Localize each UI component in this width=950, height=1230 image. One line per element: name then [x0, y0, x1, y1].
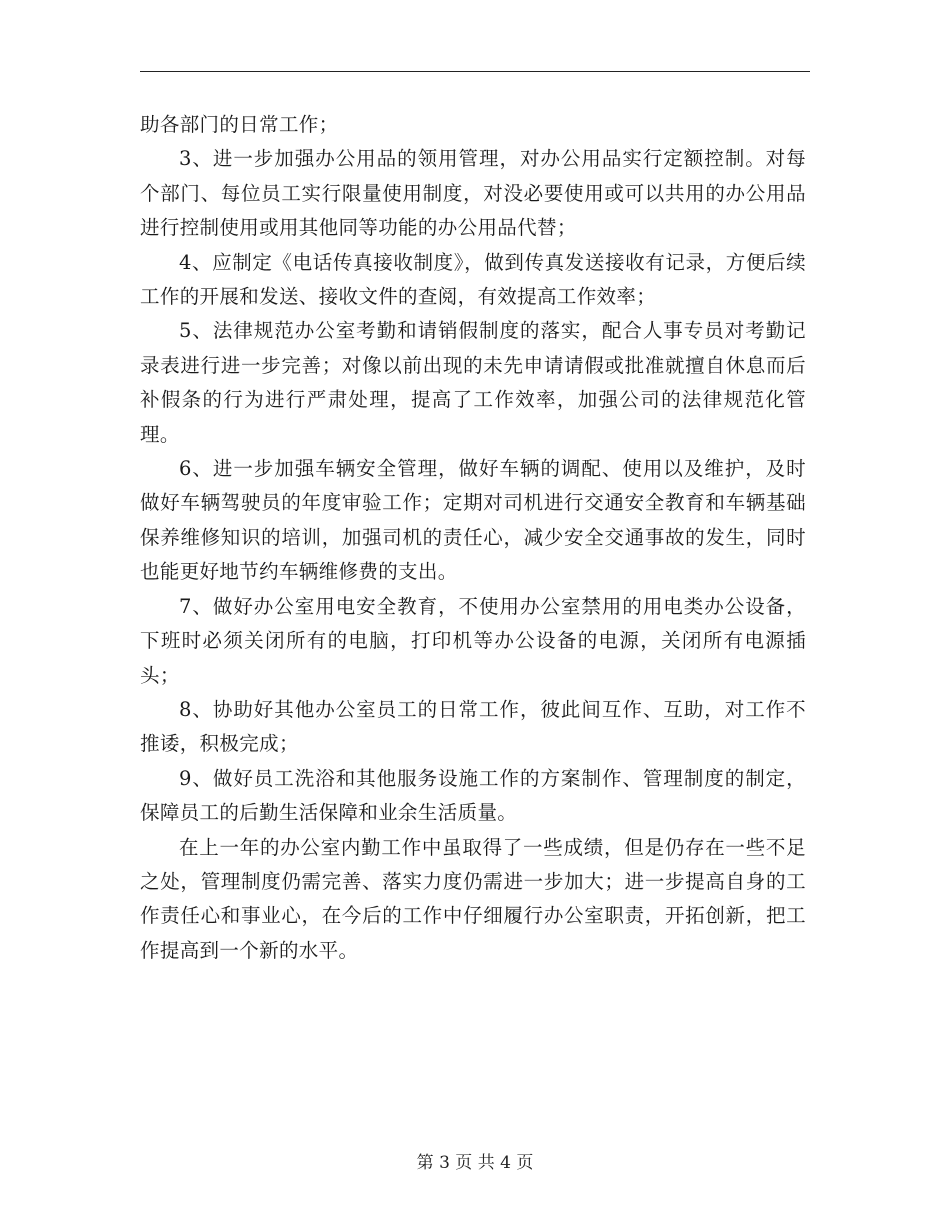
paragraph-item-4: 4、应制定《电话传真接收制度》，做到传真发送接收有记录，方便后续工作的开展和发送、接收文件的查阅，有效提高工作效率； — [140, 250, 806, 309]
paragraph-continuation: 助各部门的日常工作； — [140, 113, 339, 136]
paragraph-item-8: 8、协助好其他办公室员工的日常工作，彼此间互作、互助，对工作不推诿，积极完成； — [140, 697, 806, 756]
paragraph-conclusion: 在上一年的办公室内勤工作中虽取得了一些成绩，但是仍存在一些不足之处，管理制度仍需完善、落实力度仍需进一步加大；进一步提高自身的工作责任心和事业心，在今后的工作中仔细履行办公室职责，开拓创新，把工作提高到一个新的水平。 — [140, 835, 806, 962]
page-footer — [0, 1152, 950, 1174]
paragraph-item-9: 9、做好员工洗浴和其他服务设施工作的方案制作、管理制度的制定，保障员工的后勤生活保障和业余生活质量。 — [140, 766, 806, 825]
header-rule — [140, 71, 810, 72]
paragraph-item-5: 5、法律规范办公室考勤和请销假制度的落实，配合人事专员对考勤记录表进行进一步完善；对像以前出现的未先申请请假或批准就擅自休息而后补假条的行为进行严肃处理，提高了工作效率，加强公司的法律规范化管理。 — [140, 319, 806, 446]
paragraph-item-6: 6、进一步加强车辆安全管理，做好车辆的调配、使用以及维护，及时做好车辆驾驶员的年度审验工作；定期对司机进行交通安全教育和车辆基础保养维修知识的培训，加强司机的责任心，减少安全交通事故的发生，同时也能更好地节约车辆维修费的支出。 — [140, 457, 806, 584]
document-body — [140, 108, 806, 968]
paragraph-item-7: 7、做好办公室用电安全教育，不使用办公室禁用的用电类办公设备，下班时必须关闭所有的电脑，打印机等办公设备的电源，关闭所有电源插头； — [140, 594, 806, 687]
paragraph-item-3: 3、进一步加强办公用品的领用管理，对办公用品实行定额控制。对每个部门、每位员工实行限量使用制度，对没必要使用或可以共用的办公用品进行控制使用或用其他同等功能的办公用品代替； — [140, 147, 806, 240]
page-number: 第 3 页 共 4 页 — [416, 1153, 534, 1173]
